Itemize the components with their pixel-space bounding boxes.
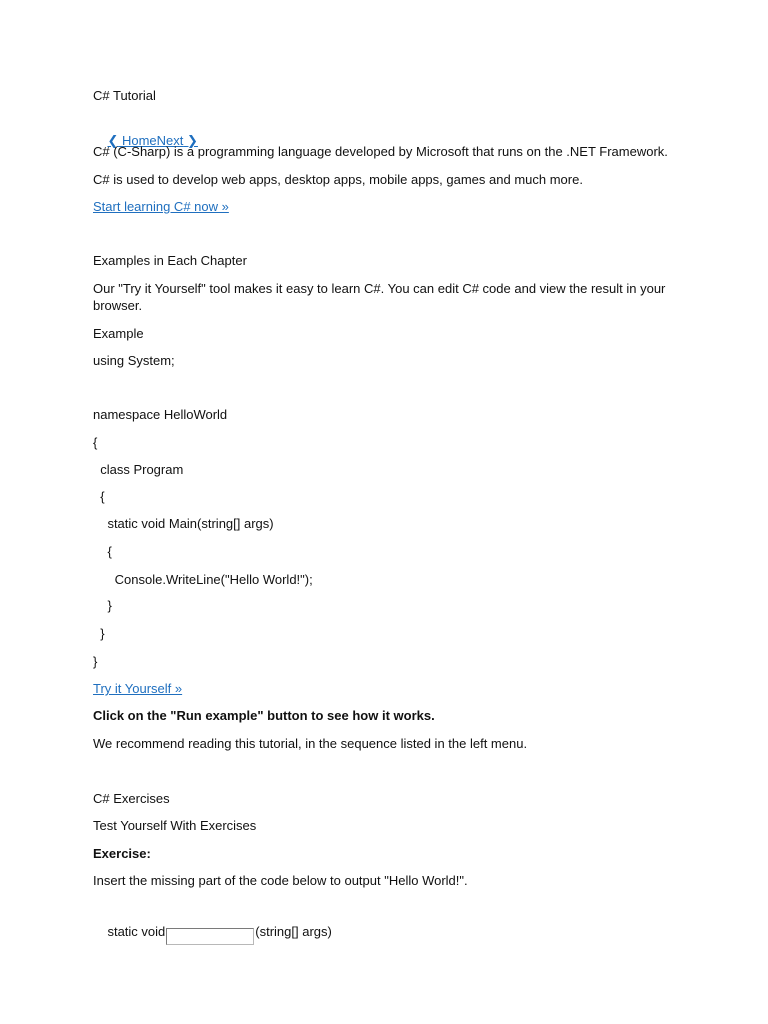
try-it-yourself-link[interactable]: Try it Yourself » xyxy=(93,681,183,696)
code-line: } xyxy=(93,598,112,613)
next-link-label: Next xyxy=(156,133,184,148)
code-line: using System; xyxy=(93,353,175,368)
example-label: Example xyxy=(93,326,144,341)
code-line: } xyxy=(93,654,98,669)
page-title: C# Tutorial xyxy=(93,88,156,103)
examples-heading: Examples in Each Chapter xyxy=(93,253,247,268)
code-line: static void Main(string[] args) xyxy=(93,516,274,531)
exercise-code-suffix: (string[] args) xyxy=(255,924,332,939)
code-line: { xyxy=(93,544,112,559)
run-example-note: Click on the "Run example" button to see how it works. xyxy=(93,708,435,723)
code-line: { xyxy=(93,435,98,450)
intro-paragraph-2: C# is used to develop web apps, desktop apps, mobile apps, games and much more. xyxy=(93,172,583,187)
home-link-label: Home xyxy=(121,133,157,148)
exercises-subheading: Test Yourself With Exercises xyxy=(93,818,257,833)
code-line: namespace HelloWorld xyxy=(93,407,228,422)
chevron-left-icon: ❮ xyxy=(107,133,119,148)
start-learning-link[interactable]: Start learning C# now » xyxy=(93,199,229,214)
exercise-instruction: Insert the missing part of the code below to output "Hello World!". xyxy=(93,873,468,888)
exercise-code-line xyxy=(93,906,693,962)
code-line: Console.WriteLine("Hello World!"); xyxy=(93,572,313,587)
intro-paragraph-1: C# (C-Sharp) is a programming language developed by Microsoft that runs on the .NET Framework. xyxy=(93,144,668,159)
exercise-answer-input[interactable] xyxy=(166,928,254,945)
code-line: } xyxy=(93,626,105,641)
code-line: { xyxy=(93,489,105,504)
exercises-heading: C# Exercises xyxy=(93,791,170,806)
code-line: class Program xyxy=(93,462,184,477)
examples-description: Our "Try it Yourself" tool makes it easy to learn C#. You can edit C# code and view the result in your browser. xyxy=(93,281,666,313)
exercise-label: Exercise: xyxy=(93,846,151,861)
recommend-note: We recommend reading this tutorial, in the sequence listed in the left menu. xyxy=(93,736,528,751)
chevron-right-icon: ❯ xyxy=(187,133,198,148)
exercise-code-prefix: static void xyxy=(107,924,166,939)
